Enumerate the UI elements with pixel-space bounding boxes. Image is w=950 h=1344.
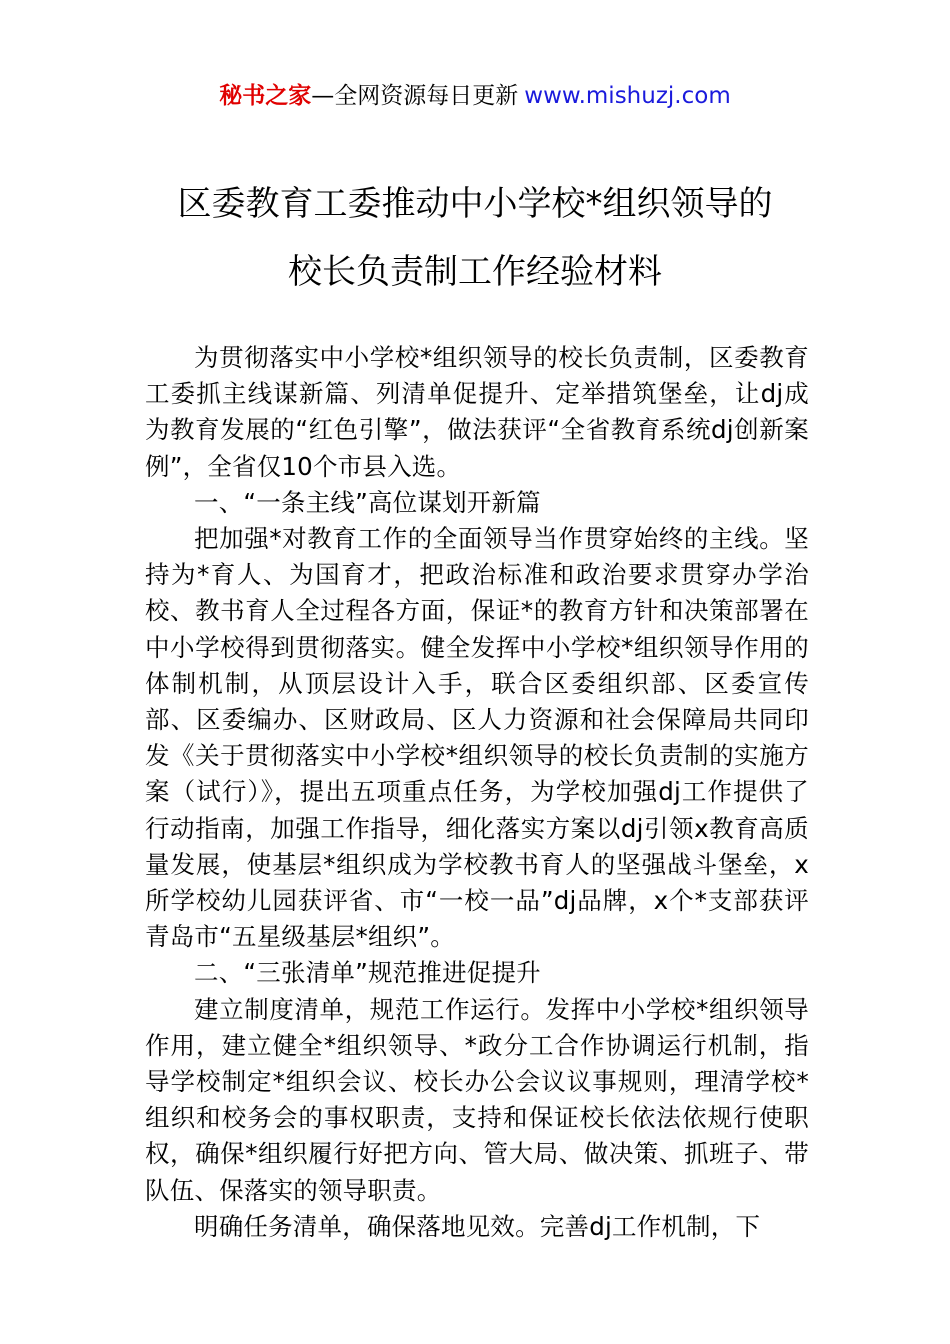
section-2-paragraph-1: 建立制度清单，规范工作运行。发挥中小学校*组织领导作用，建立健全*组织领导、*政分工合作协调运行机制，指导学校制定*组织会议、校长办公会议议事规则，理清学校*组织和校务会的事权职责，支持和保证校长依法依规行使职权，确保*组织履行好把方向、管大局、做决策、抓班子、带队伍、保落实的领导职责。 xyxy=(145,994,809,1205)
section-1-paragraph: 把加强*对教育工作的全面领导当作贯穿始终的主线。坚持为*育人、为国育才，把政治标准和政治要求贯穿办学治校、教书育人全过程各方面，保证*的教育方针和决策部署在中小学校得到贯彻落实。健全发挥中小学校*组织领导作用的体制机制，从顶层设计入手，联合区委组织部、区委宣传部、区委编办、区财政局、区人力资源和社会保障局共同印发《关于贯彻落实中小学校*组织领导的校长负责制的实施方案（试行）》，提出五项重点任务，为学校加强dj工作提供了行动指南，加强工作指导，细化落实方案以dj引领x教育高质量发展，使基层*组织成为学校教书育人的坚强战斗堡垒，x所学校幼儿园获评省、市“一校一品”dj品牌，x个*支部获评青岛市“五星级基层*组织”。 xyxy=(145,524,809,952)
document-title-line-2: 校长负责制工作经验材料 xyxy=(288,252,662,292)
site-tagline: —全网资源每日更新 xyxy=(311,83,519,109)
section-heading-1: 一、“一条主线”高位谋划开新篇 xyxy=(194,487,541,517)
document-body xyxy=(145,340,809,1245)
section-heading-2: 二、“三张清单”规范推进促提升 xyxy=(194,958,541,988)
section-2-paragraph-2: 明确任务清单，确保落地见效。完善dj工作机制，下 xyxy=(194,1211,761,1241)
site-url-link[interactable]: www.mishuzj.com xyxy=(524,83,731,109)
document-title-line-1: 区委教育工委推动中小学校*组织领导的 xyxy=(177,184,773,224)
site-header xyxy=(0,80,950,112)
site-brand: 秘书之家 xyxy=(219,83,312,109)
intro-paragraph: 为贯彻落实中小学校*组织领导的校长负责制，区委教育工委抓主线谋新篇、列清单促提升、定举措筑堡垒，让dj成为教育发展的“红色引擎”，做法获评“全省教育系统dj创新案例”，全省仅10个市县入选。 xyxy=(145,343,809,481)
